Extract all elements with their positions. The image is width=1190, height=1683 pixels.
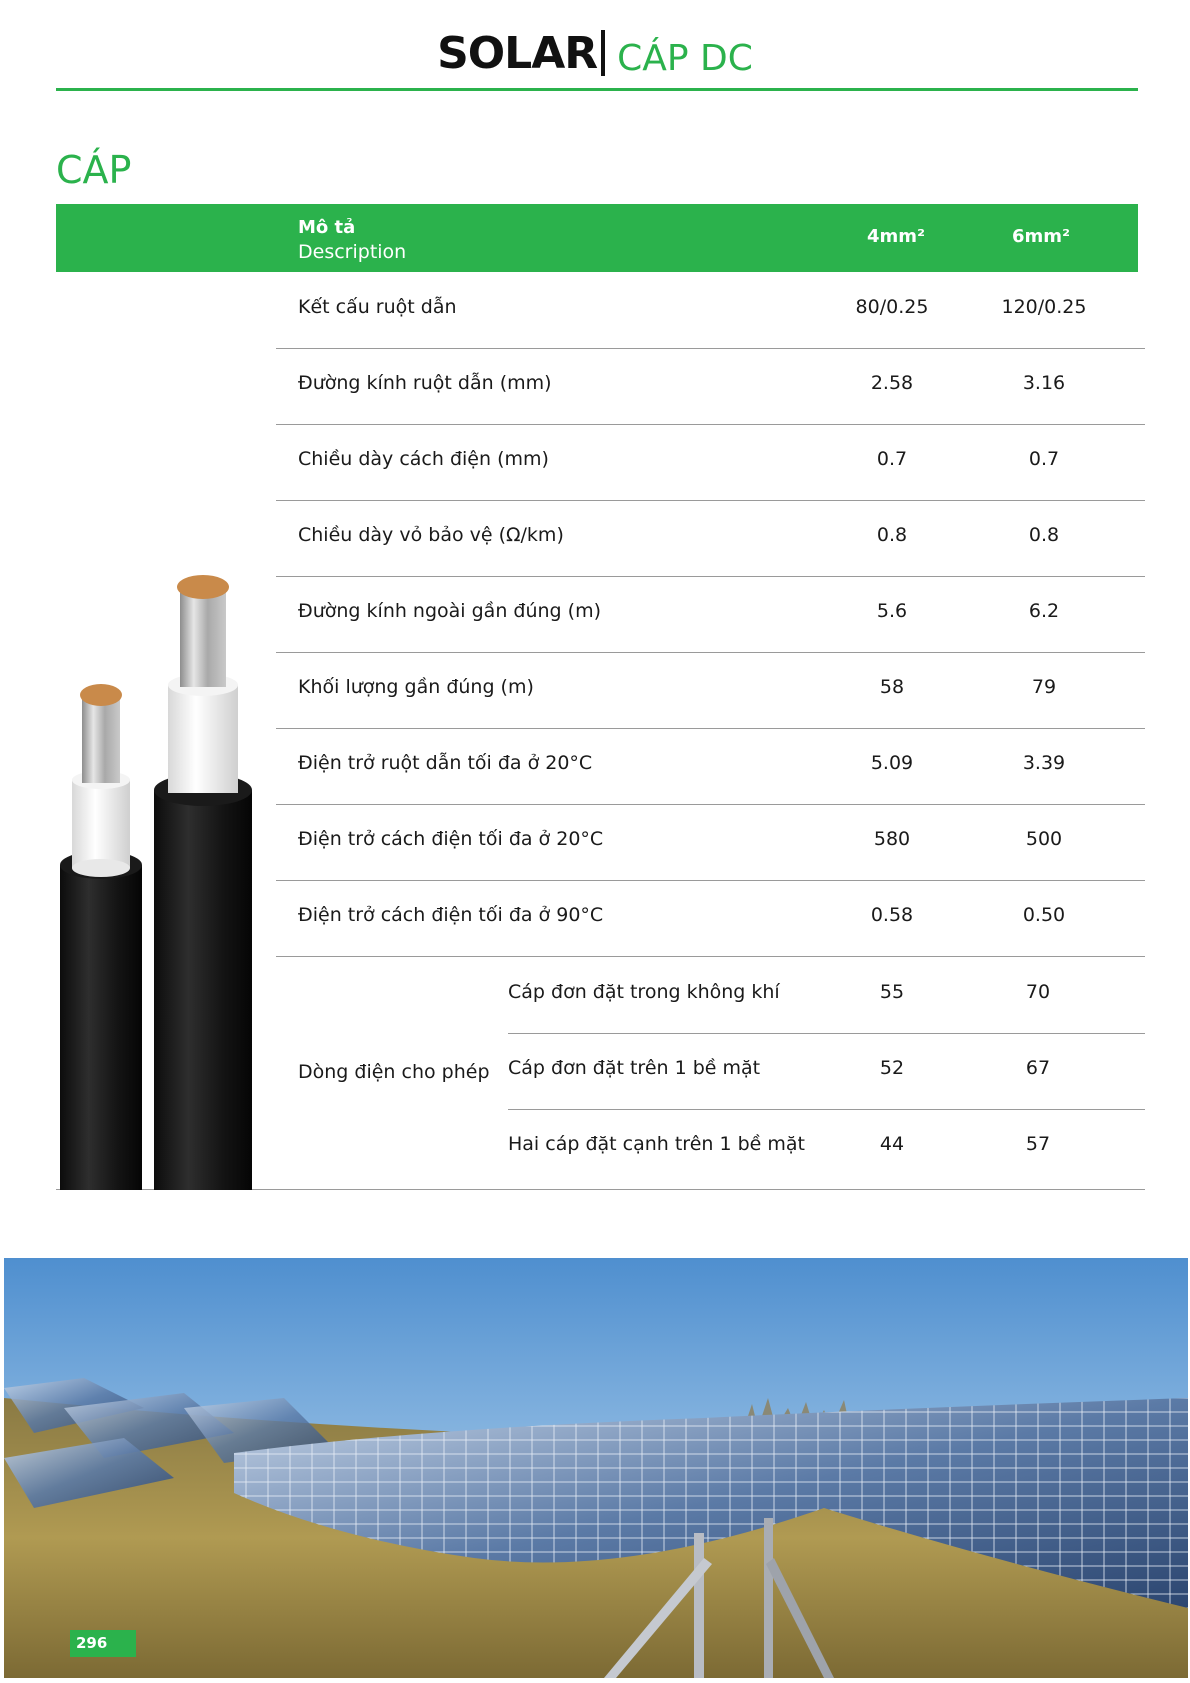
- subrow-value-4mm: 44: [879, 1133, 905, 1155]
- header-rule: [56, 88, 1138, 91]
- subrow-value-6mm: 67: [1025, 1057, 1051, 1079]
- table-row: [276, 880, 1145, 957]
- row-label: Điện trở ruột dẫn tối đa ở 20°C: [298, 752, 593, 774]
- subrow-value-6mm: 70: [1025, 981, 1051, 1003]
- subrow-label: Cáp đơn đặt trên 1 bề mặt: [508, 1057, 761, 1079]
- row-value-4mm: 2.58: [870, 372, 914, 394]
- small-cable-icon: [60, 684, 142, 1190]
- column-header-4mm: 4mm²: [867, 226, 925, 247]
- description-header-en: Description: [298, 241, 407, 263]
- table-subrow: [508, 1033, 1145, 1110]
- subrow-value-6mm: 57: [1025, 1133, 1051, 1155]
- row-label: Điện trở cách điện tối đa ở 20°C: [298, 828, 604, 850]
- table-row: [276, 804, 1145, 881]
- row-value-4mm: 580: [873, 828, 911, 850]
- row-value-6mm: 3.16: [1022, 372, 1066, 394]
- row-value-6mm: 79: [1031, 676, 1057, 698]
- row-value-4mm: 0.8: [876, 524, 908, 546]
- row-value-6mm: 0.7: [1028, 448, 1060, 470]
- row-value-4mm: 5.6: [876, 600, 908, 622]
- row-value-4mm: 0.7: [876, 448, 908, 470]
- table-row: [276, 424, 1145, 501]
- brand-subtitle: CÁP DC: [617, 38, 753, 79]
- row-value-6mm: 0.50: [1022, 904, 1066, 926]
- row-value-6mm: 0.8: [1028, 524, 1060, 546]
- solar-field-photo: [4, 1258, 1188, 1678]
- row-label: Điện trở cách điện tối đa ở 90°C: [298, 904, 604, 926]
- description-header-vi: Mô tả: [298, 217, 356, 238]
- row-value-6mm: 500: [1025, 828, 1063, 850]
- cable-product-image: [56, 575, 266, 1190]
- row-label: Kết cấu ruột dẫn: [298, 296, 457, 318]
- row-label: Chiều dày vỏ bảo vệ (Ω/km): [298, 524, 564, 546]
- row-label: Đường kính ruột dẫn (mm): [298, 372, 552, 394]
- table-header: [56, 204, 1138, 272]
- row-label: Đường kính ngoài gần đúng (m): [298, 600, 601, 622]
- title-separator: [601, 30, 605, 76]
- row-value-4mm: 0.58: [870, 904, 914, 926]
- brand-title: SOLAR: [437, 28, 598, 79]
- section-title: CÁP: [56, 148, 132, 192]
- subrow-value-4mm: 52: [879, 1057, 905, 1079]
- row-value-4mm: 5.09: [870, 752, 914, 774]
- row-value-6mm: 120/0.25: [1001, 296, 1087, 318]
- column-header-6mm: 6mm²: [1012, 226, 1070, 247]
- row-value-6mm: 3.39: [1022, 752, 1066, 774]
- table-subrow: [508, 957, 1145, 1034]
- page-number: 296: [70, 1630, 136, 1657]
- row-label: Chiều dày cách điện (mm): [298, 448, 549, 470]
- row-value-4mm: 58: [879, 676, 905, 698]
- large-cable-icon: [154, 575, 252, 1190]
- subrow-label: Hai cáp đặt cạnh trên 1 bề mặt: [508, 1133, 805, 1155]
- page-header: [0, 28, 1190, 79]
- table-row: [276, 500, 1145, 577]
- row-value-4mm: 80/0.25: [855, 296, 929, 318]
- row-value-6mm: 6.2: [1028, 600, 1060, 622]
- table-row: [276, 272, 1145, 349]
- subrow-label: Cáp đơn đặt trong không khí: [508, 981, 780, 1003]
- table-row: [276, 652, 1145, 729]
- table-row: [276, 348, 1145, 425]
- table-row: [276, 576, 1145, 653]
- row-label: Khối lượng gần đúng (m): [298, 676, 534, 698]
- group-label-current: Dòng điện cho phép: [298, 1061, 490, 1083]
- table-row: [276, 728, 1145, 805]
- table-subrow: [508, 1109, 1145, 1185]
- subrow-value-4mm: 55: [879, 981, 905, 1003]
- description-header: [298, 216, 406, 264]
